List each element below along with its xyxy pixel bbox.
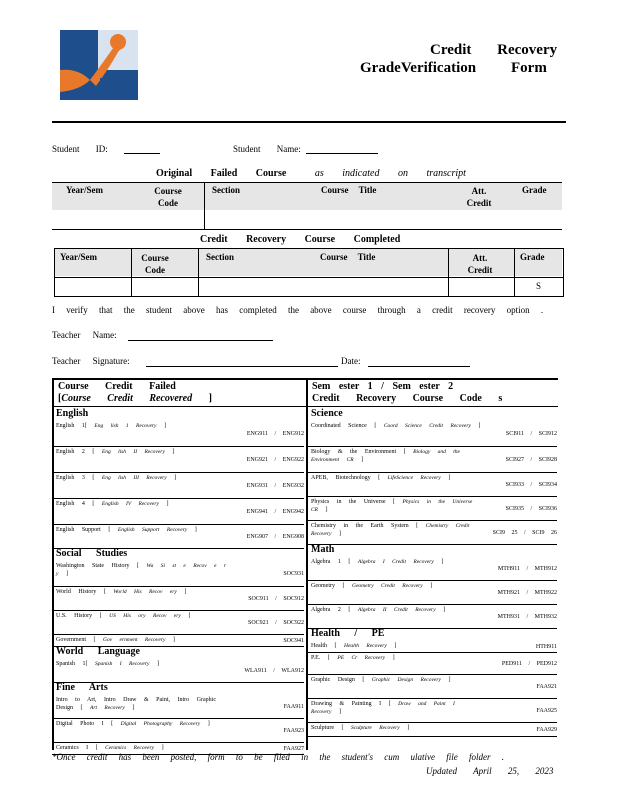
course-code: MTH931 / MTH932 (497, 614, 557, 620)
course-code: MTH921 / MTH922 (497, 590, 557, 596)
course-code: ENG941 / ENG942 (246, 509, 304, 515)
course-row: APEB, Biotechnology [ LifeScience Recovery ] (311, 475, 451, 481)
form-title-line2a: GradeVerification (360, 60, 477, 76)
course-row: P.E. [ PE Cr Recovery ] (311, 655, 395, 661)
original-heading-text: Original Failed Course (156, 168, 287, 179)
course-code: WLA911 / WLA912 (244, 668, 304, 674)
comp-col-grade: Grade (520, 252, 545, 262)
course-code: FAA929 (536, 727, 557, 733)
course-row: Digital Photo I [ Digital Photography Recovery ] (56, 721, 210, 727)
section-title: English (56, 408, 89, 419)
course-code: ENG907 / ENG908 (246, 534, 304, 540)
student-id-label: Student ID: (52, 144, 108, 154)
orig-col-credit: Att. Credit (466, 186, 492, 208)
course-code: FAA923 (283, 728, 304, 734)
right-header-line2: Credit Recovery Course Code s (312, 393, 503, 404)
completed-heading: Credit Recovery Course Completed (200, 234, 401, 245)
original-heading (156, 168, 466, 179)
section-title: Social Studies (56, 548, 128, 559)
date-field[interactable] (368, 357, 470, 367)
course-code: FAA911 (283, 704, 304, 710)
section-title: Health / PE (311, 628, 385, 639)
comp-col-section: Section (206, 252, 234, 262)
original-heading-note: as indicated on transcript (314, 168, 466, 179)
teacher-signature-label: Teacher Signature: (52, 356, 130, 366)
form-title-line2b: Form (511, 60, 547, 76)
right-header-line1: Sem ester 1 / Sem ester 2 (312, 381, 454, 392)
course-row: English Support [ English Support Recovery ] (56, 527, 197, 533)
course-row: Sculpture [ Sculpture Recovery ] (311, 725, 410, 731)
orig-col-code: Course Code (154, 186, 182, 208)
course-code: SOC921 / SOC922 (247, 620, 304, 626)
updated-date: Updated April 25, 2023 (426, 766, 554, 776)
footer-note: *Once credit has been posted, form to be filed in the student's cum ulative file folder . (52, 752, 505, 762)
course-code: SOC941 (283, 638, 304, 644)
course-code: MTH911 / MTH912 (497, 566, 557, 572)
section-title: World Language (56, 646, 140, 657)
comp-grade-value: S (536, 281, 542, 291)
course-row: Coordinated Science [ Coord Science Credit Recovery ] (311, 423, 481, 429)
course-row: Health [ Health Recovery ] (311, 643, 397, 649)
title-rule (52, 121, 566, 123)
course-row: English 4 [ English IV Recovery ] (56, 501, 169, 507)
left-header: Course Credit Failed [Course Credit Recovered ] (58, 381, 212, 404)
course-row: English 2 [ Eng lish II Recovery ] (56, 449, 175, 455)
district-logo (60, 30, 138, 100)
student-id-field[interactable] (124, 144, 160, 154)
orig-col-title: Course Title (321, 185, 377, 195)
date-label: Date: (341, 356, 361, 366)
section-title: Math (311, 544, 335, 555)
course-row: English 1[ Eng lish 1 Recovery ] (56, 423, 166, 429)
course-code: ENG931 / ENG932 (246, 483, 304, 489)
course-row: Algebra 2 [ Algebra II Credit Recovery ] (311, 607, 446, 613)
teacher-signature-field[interactable] (146, 357, 338, 367)
course-code: ENG911 / ENG912 (246, 431, 304, 437)
course-code: ENG921 / ENG922 (246, 457, 304, 463)
orig-col-section: Section (212, 185, 240, 195)
comp-col-code: Course Code (141, 253, 169, 275)
course-code: SCI9 25 / SCI9 26 (492, 530, 557, 536)
left-header-line1: Course Credit Failed (58, 381, 176, 392)
course-row: Chemistry in the Earth System [ Chemistry Credit Recovery ] (311, 523, 470, 537)
right-header (312, 381, 502, 405)
course-row: English 3 [ Eng lish III Recovery ] (56, 475, 177, 481)
course-code: HTH911 (535, 644, 557, 650)
course-code: SCI927 / SCI928 (505, 457, 557, 463)
orig-col-yearsem: Year/Sem (66, 185, 103, 195)
course-row: Spanish 1[ Spanish I Recovery ] (56, 661, 159, 667)
course-row: Washington State History [ Wa Si st e Recov e r y ] (56, 563, 226, 577)
course-row: Ceramics I [ Ceramics Recovery ] (56, 745, 164, 751)
course-row: Intro to Art, Intro Draw & Paint, Intro Graphic Design [ Art Recovery ] (56, 697, 216, 711)
course-code: SCI911 / SCI912 (505, 431, 557, 437)
comp-col-title: Course Title (320, 252, 376, 262)
teacher-name-field[interactable] (128, 331, 273, 341)
orig-col-grade: Grade (522, 185, 547, 195)
course-code: SCI933 / SCI934 (505, 482, 557, 488)
course-row: Graphic Design [ Graphic Design Recovery ] (311, 677, 451, 683)
course-row: Biology & the Environment [ Biology and the Environment CR ] (311, 449, 460, 463)
course-row: Drawing & Painting I [ Draw and Paint I Recovery ] (311, 701, 455, 715)
course-row: Algebra 1 [ Algebra I Credit Recovery ] (311, 559, 444, 565)
teacher-name-label: Teacher Name: (52, 330, 117, 340)
course-code: FAA925 (536, 708, 557, 714)
verify-statement: I verify that the student above has completed the above course through a credit recovery option . (52, 305, 544, 315)
course-row: U.S. History [ US His ory Recov ery ] (56, 613, 191, 619)
form-title-line1: Credit Recovery (430, 42, 558, 58)
course-code: SCI935 / SCI936 (505, 506, 557, 512)
course-code: FAA921 (536, 684, 557, 690)
student-name-label: Student Name: (233, 144, 301, 154)
comp-col-credit: Att. Credit (467, 253, 493, 275)
comp-col-yearsem: Year/Sem (60, 252, 97, 262)
section-title: Science (311, 408, 343, 419)
course-row: Government [ Gov ernment Recovery ] (56, 637, 175, 643)
student-name-field[interactable] (306, 144, 378, 154)
course-row: Physics in the Universe [ Physics in the Universe CR ] (311, 499, 473, 513)
course-code: SOC911 / SOC912 (248, 596, 304, 602)
course-row: World History [ World His Recov ery ] (56, 589, 187, 595)
course-code: PED911 / PED912 (501, 661, 557, 667)
course-code: SOC931 (283, 571, 304, 577)
section-title: Fine Arts (56, 682, 108, 693)
course-row: Geometry [ Geometry Credit Recovery ] (311, 583, 433, 589)
course-code: FAA927 (283, 746, 304, 752)
